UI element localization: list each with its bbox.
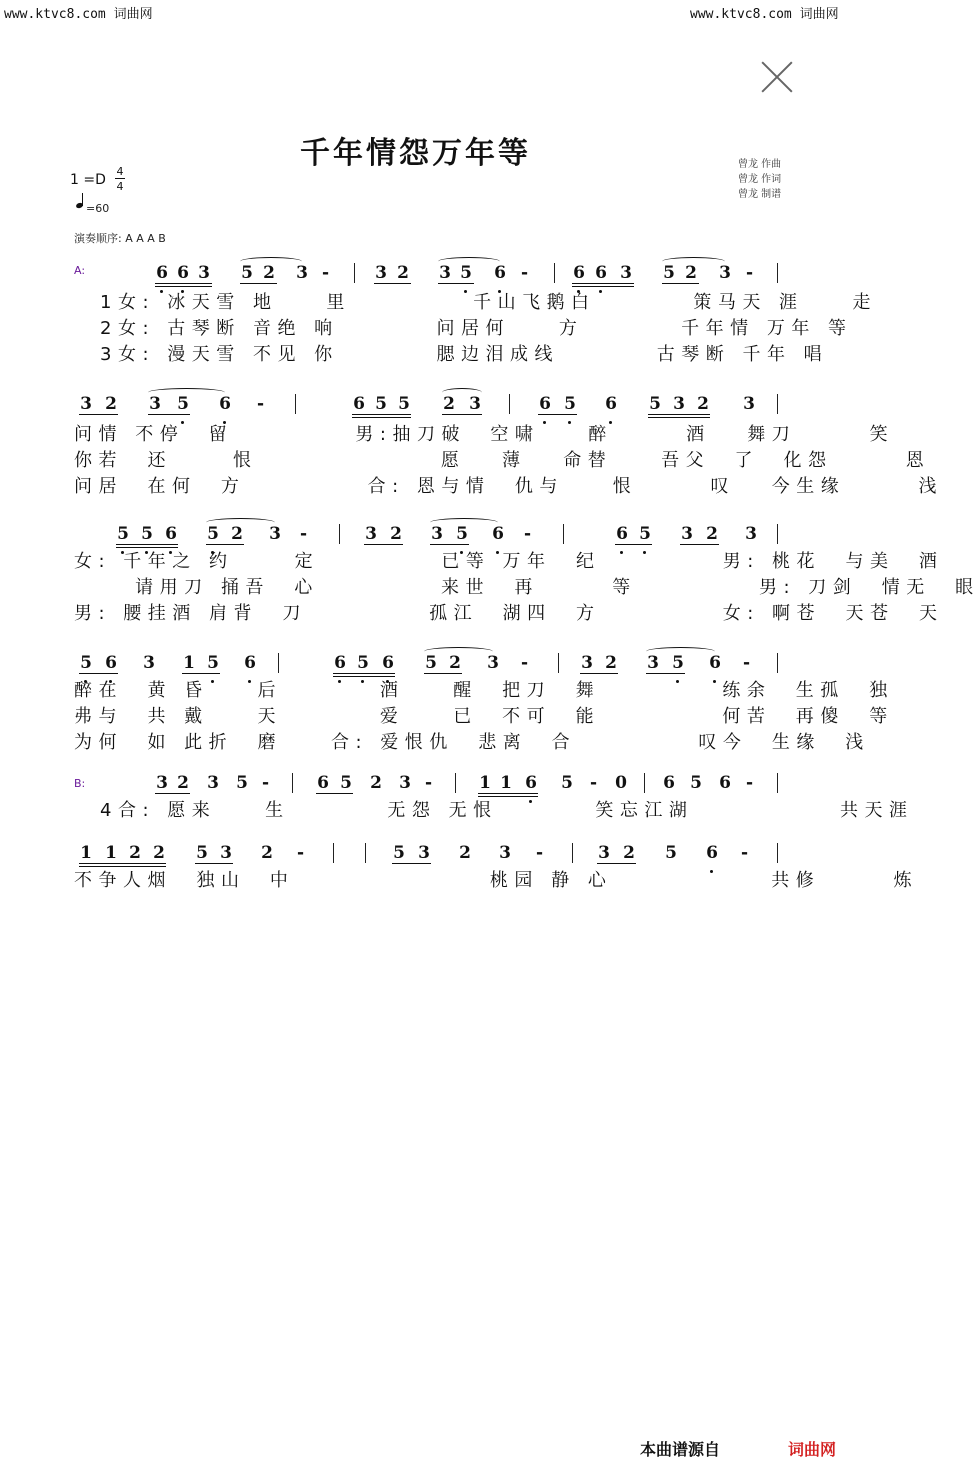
note-dash: - [521, 653, 529, 673]
bar-line [572, 843, 573, 863]
slur [424, 647, 493, 656]
bar-line [777, 773, 778, 793]
bar-line [365, 843, 366, 863]
note: 6 [709, 653, 721, 673]
note: 6 [177, 263, 189, 283]
note: 3 [439, 263, 451, 283]
note-dash: - [590, 773, 598, 793]
note: 6 [334, 653, 346, 673]
time-sig-line [115, 178, 125, 179]
underline-beam [392, 863, 431, 864]
bar-line [777, 394, 778, 414]
note: 5 [393, 843, 405, 863]
slur [662, 257, 725, 266]
underline-beam [572, 286, 634, 287]
slur [206, 518, 275, 527]
bar-line [777, 263, 778, 283]
note-dash: - [743, 653, 751, 673]
note: 2 [129, 843, 141, 863]
note: 3 [80, 394, 92, 414]
note: 2 [370, 773, 382, 793]
bar-line [558, 653, 559, 673]
note: 2 [685, 263, 697, 283]
underline-beam [79, 673, 118, 674]
lyric-line: 男: 腰挂酒 肩背 刀 孤江 湖四 方 女: 啊苍 天苍 天 [74, 603, 944, 624]
underline-beam [79, 866, 166, 867]
bar-line [509, 394, 510, 414]
bar-line [777, 843, 778, 863]
note: 3 [469, 394, 481, 414]
note: 3 [745, 524, 757, 544]
underline-beam [478, 793, 538, 794]
note: 6 [105, 653, 117, 673]
underline-beam [148, 414, 190, 415]
note: 6 [494, 263, 506, 283]
slur [430, 518, 498, 527]
note: 6 [719, 773, 731, 793]
note: 2 [397, 263, 409, 283]
underline-beam [195, 863, 233, 864]
note: 5 [236, 773, 248, 793]
note-dash: - [300, 524, 308, 544]
note-dash: - [746, 773, 754, 793]
note: 1 [105, 843, 117, 863]
note: 6 [525, 773, 537, 793]
note: 0 [615, 773, 627, 793]
watermark-left: www.ktvc8.com 词曲网 [4, 7, 153, 22]
underline-beam [680, 544, 719, 545]
note: 6 [244, 653, 256, 673]
note: 3 [207, 773, 219, 793]
note: 2 [390, 524, 402, 544]
note-dash: - [297, 843, 305, 863]
note: 5 [639, 524, 651, 544]
bar-line [295, 394, 296, 414]
underline-beam [333, 676, 395, 677]
note: 2 [605, 653, 617, 673]
note: 2 [261, 843, 273, 863]
lyric-line: 问居 在何 方 合: 恩与情 仇与 恨 叹 今生缘 浅 [74, 476, 944, 497]
underline-beam [352, 414, 411, 415]
lyric-line: 问情 不停 留 男:抽刀破 空啸 醉 酒 舞刀 笑 [74, 424, 895, 445]
lyric-line: 请用刀 捅吾 心 来世 再 等 男: 刀剑 情无 眼 [74, 577, 980, 598]
note-dash: - [741, 843, 749, 863]
bar-line [339, 524, 340, 544]
note: 3 [418, 843, 430, 863]
bar-line [563, 524, 564, 544]
note-dash: - [425, 773, 433, 793]
bar-line [777, 653, 778, 673]
note: 5 [207, 653, 219, 673]
lyric-line: 为何 如 此折 磨 合: 爱恨仇 悲离 合 叹今 生缘 浅 [74, 732, 870, 753]
note: 6 [616, 524, 628, 544]
note: 3 [598, 843, 610, 863]
underline-beam [662, 283, 699, 284]
slur [148, 388, 225, 397]
lyric-line: 弗与 共 戴 天 爱 已 不可 能 何苦 再傻 等 [74, 706, 894, 727]
note: 2 [443, 394, 455, 414]
note: 2 [459, 843, 471, 863]
underline-beam [240, 283, 277, 284]
tempo-mark: =60 [86, 202, 110, 215]
note: 3 [198, 263, 210, 283]
underline-beam [424, 673, 462, 674]
close-icon[interactable] [760, 60, 794, 94]
underline-beam [182, 673, 220, 674]
note: 2 [231, 524, 243, 544]
credit-composer: 曾龙 作曲 [738, 159, 782, 170]
underline-beam [364, 544, 403, 545]
underline-beam [79, 863, 166, 864]
note: 6 [219, 394, 231, 414]
note-dash: - [322, 263, 330, 283]
note: 1 [183, 653, 195, 673]
underline-beam [430, 544, 469, 545]
note: 3 [673, 394, 685, 414]
note: 5 [456, 524, 468, 544]
bar-line [455, 773, 456, 793]
note: 5 [117, 524, 129, 544]
note: 5 [425, 653, 437, 673]
time-sig-bottom: 4 [116, 180, 124, 193]
note: 2 [177, 773, 189, 793]
note: 5 [665, 843, 677, 863]
note-dash: - [746, 263, 754, 283]
bar-line [333, 843, 334, 863]
note: 3 [269, 524, 281, 544]
underline-beam [116, 544, 178, 545]
note-dash: - [257, 394, 265, 414]
note: 5 [241, 263, 253, 283]
note: 5 [357, 653, 369, 673]
credit-arranger: 曾龙 制谱 [738, 189, 782, 200]
note: 6 [492, 524, 504, 544]
underline-beam [648, 417, 710, 418]
note: 3 [220, 843, 232, 863]
slur [438, 257, 500, 266]
bar-line [278, 653, 279, 673]
note: 1 [500, 773, 512, 793]
bar-line [777, 524, 778, 544]
underline-beam [155, 283, 212, 284]
note: 6 [382, 653, 394, 673]
note: 5 [398, 394, 410, 414]
note: 5 [649, 394, 661, 414]
note: 2 [263, 263, 275, 283]
footer-source-label: 本曲谱源自 [640, 1440, 721, 1459]
slur [240, 257, 302, 266]
bar-line [354, 263, 355, 283]
page-title: 千年情怨万年等 [300, 136, 531, 171]
lyric-line: 4合: 愿来 生 无怨 无恨 笑忘江湖 共天涯 [100, 800, 914, 821]
underline-beam [442, 414, 482, 415]
note: 3 [743, 394, 755, 414]
lyric-line: 醉在 黄 昏 后 酒 醒 把刀 舞 练余 生孤 独 [74, 680, 894, 701]
key-signature: 1 =D [70, 172, 106, 188]
underline-beam [155, 793, 190, 794]
note: 5 [561, 773, 573, 793]
note: 6 [353, 394, 365, 414]
note: 1 [80, 843, 92, 863]
underline-beam [438, 283, 474, 284]
note: 5 [564, 394, 576, 414]
time-sig-top: 4 [116, 165, 124, 178]
bar-line [292, 773, 293, 793]
lyric-line: 你若 还 恨 愿 薄 命替 吾父 了 化怨 恩 [74, 450, 931, 471]
underline-beam [352, 417, 411, 418]
note: 6 [539, 394, 551, 414]
note: 5 [177, 394, 189, 414]
note: 3 [156, 773, 168, 793]
underline-beam [116, 547, 178, 548]
note-dash: - [521, 263, 529, 283]
underline-beam [206, 544, 244, 545]
note: 1 [479, 773, 491, 793]
lyric-line: 3女: 漫天雪 不见 你 腮边泪成线 古琴断 千年 唱 [100, 344, 829, 365]
credit-lyricist: 曾龙 作词 [738, 174, 782, 185]
performance-order: 演奏顺序: A A A B [74, 232, 166, 245]
note: 6 [663, 773, 675, 793]
note: 2 [153, 843, 165, 863]
lyric-line: 1女: 冰天雪 地 里 千山飞鹅白 策马天 涯 走 [100, 292, 877, 313]
note: 5 [80, 653, 92, 673]
note: 3 [620, 263, 632, 283]
bar-line [644, 773, 645, 793]
note: 3 [581, 653, 593, 673]
note: 3 [399, 773, 411, 793]
watermark-right: www.ktvc8.com 词曲网 [690, 7, 839, 22]
underline-beam [580, 673, 618, 674]
underline-beam [538, 414, 577, 415]
note: 3 [143, 653, 155, 673]
underline-beam [316, 793, 353, 794]
note: 2 [105, 394, 117, 414]
underline-beam [615, 544, 652, 545]
note: 6 [706, 843, 718, 863]
note: 3 [431, 524, 443, 544]
note: 5 [460, 263, 472, 283]
note: 2 [706, 524, 718, 544]
slur [442, 388, 482, 397]
note-dash: - [262, 773, 270, 793]
note-dash: - [524, 524, 532, 544]
note-stem [82, 193, 83, 206]
underline-beam [478, 796, 538, 797]
note: 5 [690, 773, 702, 793]
note: 2 [623, 843, 635, 863]
note: 6 [595, 263, 607, 283]
note: 6 [317, 773, 329, 793]
section-a-label: A: [74, 264, 86, 277]
lyric-line: 女: 千年之 约 定 已等 万年 纪 男: 桃花 与美 酒 [74, 551, 944, 572]
note: 3 [375, 263, 387, 283]
note: 5 [340, 773, 352, 793]
note-dash: - [536, 843, 544, 863]
note: 3 [681, 524, 693, 544]
underline-beam [374, 283, 411, 284]
note: 5 [663, 263, 675, 283]
bar-line [554, 263, 555, 283]
note: 3 [365, 524, 377, 544]
footer-site-link[interactable]: 词曲网 [788, 1440, 837, 1459]
note: 5 [375, 394, 387, 414]
underline-beam [646, 673, 685, 674]
lyric-line: 2女: 古琴断 音绝 响 问居何 方 千年情 万年 等 [100, 318, 853, 339]
lyric-line: 不争人烟 独山 中 桃园 静 心 共修 炼 [74, 870, 919, 891]
slur [646, 647, 715, 656]
underline-beam [79, 414, 118, 415]
note: 3 [499, 843, 511, 863]
note: 2 [697, 394, 709, 414]
note: 3 [487, 653, 499, 673]
underline-beam [155, 286, 212, 287]
note: 3 [647, 653, 659, 673]
note: 3 [296, 263, 308, 283]
note: 6 [156, 263, 168, 283]
section-b-label: B: [74, 777, 86, 790]
underline-beam [333, 673, 395, 674]
note: 6 [165, 524, 177, 544]
note: 2 [449, 653, 461, 673]
note: 5 [141, 524, 153, 544]
note: 5 [196, 843, 208, 863]
note: 6 [573, 263, 585, 283]
underline-beam [648, 414, 710, 415]
note: 3 [719, 263, 731, 283]
underline-beam [597, 863, 636, 864]
underline-beam [572, 283, 634, 284]
note: 5 [207, 524, 219, 544]
note: 3 [149, 394, 161, 414]
note: 6 [605, 394, 617, 414]
note: 5 [672, 653, 684, 673]
